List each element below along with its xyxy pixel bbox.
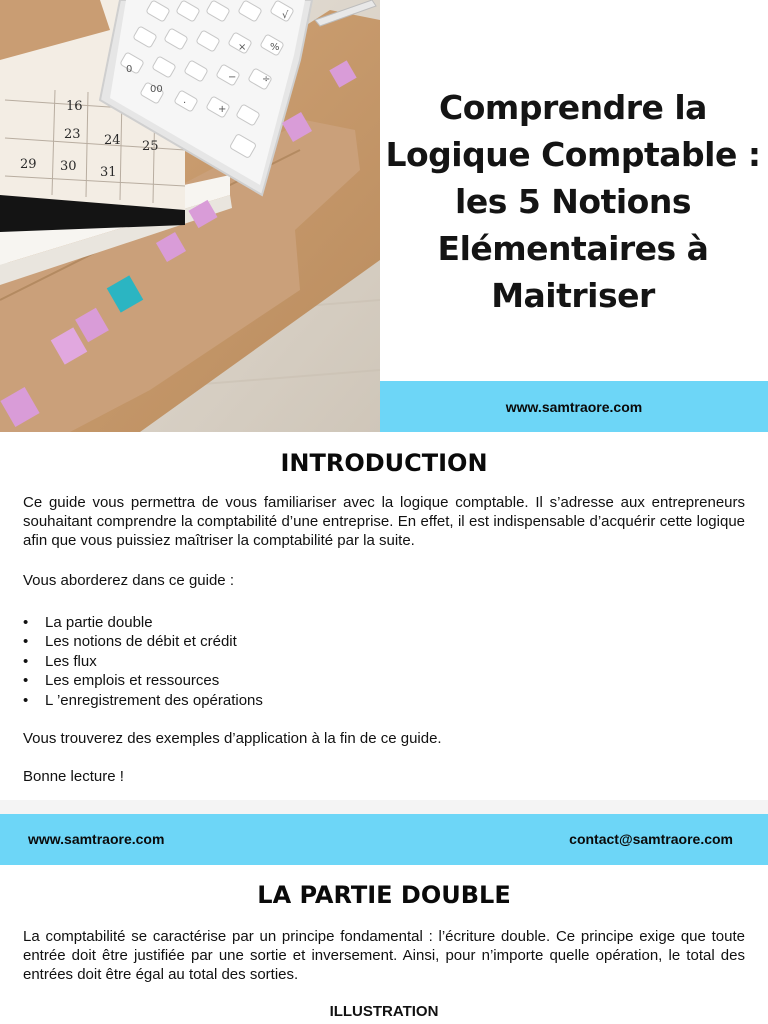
calc-key-divide: ÷ xyxy=(262,74,271,85)
cover-title-line: Elémentaires à xyxy=(437,229,709,269)
cover-title-line: les 5 Notions xyxy=(455,182,691,222)
footer-website-link[interactable]: www.samtraore.com xyxy=(28,831,165,847)
calc-key-plus: + xyxy=(218,104,227,115)
calc-key-minus: − xyxy=(228,72,237,83)
introduction-lead: Vous aborderez dans ce guide : xyxy=(23,572,234,589)
footer-band xyxy=(0,814,768,865)
cover-title xyxy=(380,84,766,319)
calc-key-00: 00 xyxy=(150,84,163,95)
examples-note: Vous trouverez des exemples d’application à la fin de ce guide. xyxy=(23,730,442,747)
footer-email-link[interactable]: contact@samtraore.com xyxy=(569,831,733,847)
calendar-date-25: 25 xyxy=(142,139,159,154)
calc-key-sqrt: √ xyxy=(282,10,289,21)
list-item: • L ’enregistrement des opérations xyxy=(23,691,263,710)
list-item: • Les notions de débit et crédit xyxy=(23,632,263,651)
introduction-paragraph: Ce guide vous permettra de vous familiariser avec la logique comptable. Il s’adresse aux entrepreneurs souhaitant comprendre la comptabilité d’une entreprise. En effet, il est indispensable d’acquérir cette logique afin que vous puissiez maîtriser la comptabilité par la suite. xyxy=(23,494,745,549)
calendar-date-31: 31 xyxy=(100,165,117,180)
calendar-date-16: 16 xyxy=(66,99,83,114)
list-item: • Les flux xyxy=(23,652,263,671)
page-separator xyxy=(0,800,768,814)
calc-key-percent: % xyxy=(270,42,280,53)
cover-website-link[interactable]: www.samtraore.com xyxy=(505,398,643,415)
cover-title-line: Comprendre la xyxy=(439,88,707,128)
topics-list xyxy=(23,613,263,710)
list-item: • La partie double xyxy=(23,613,263,632)
cover-url-band xyxy=(380,381,768,432)
calc-key-dot: · xyxy=(183,98,187,109)
calendar-date-29: 29 xyxy=(20,157,37,172)
cover-title-line: Maitriser xyxy=(491,276,655,316)
calendar-date-30: 30 xyxy=(60,159,77,174)
list-item: • Les emplois et ressources xyxy=(23,671,263,690)
partie-double-paragraph: La comptabilité se caractérise par un principe fondamental : l’écriture double. Ce principe exige que toute entrée doit être justifiée par une sortie et inversement. Ainsi, pour n’importe quelle opération, le total des entrées doit être égal au total des sorties. xyxy=(23,928,745,983)
cover-photo xyxy=(0,0,380,432)
cover-title-line: Logique Comptable : xyxy=(385,135,761,175)
closing-note: Bonne lecture ! xyxy=(23,768,124,785)
calc-key-multiply: × xyxy=(238,42,247,53)
calendar-date-24: 24 xyxy=(104,133,121,148)
calendar-date-23: 23 xyxy=(64,127,81,142)
illustration-label: ILLUSTRATION xyxy=(329,1003,439,1020)
introduction-heading: INTRODUCTION xyxy=(280,449,488,477)
calc-key-0: 0 xyxy=(126,64,133,75)
partie-double-heading: LA PARTIE DOUBLE xyxy=(257,881,511,909)
